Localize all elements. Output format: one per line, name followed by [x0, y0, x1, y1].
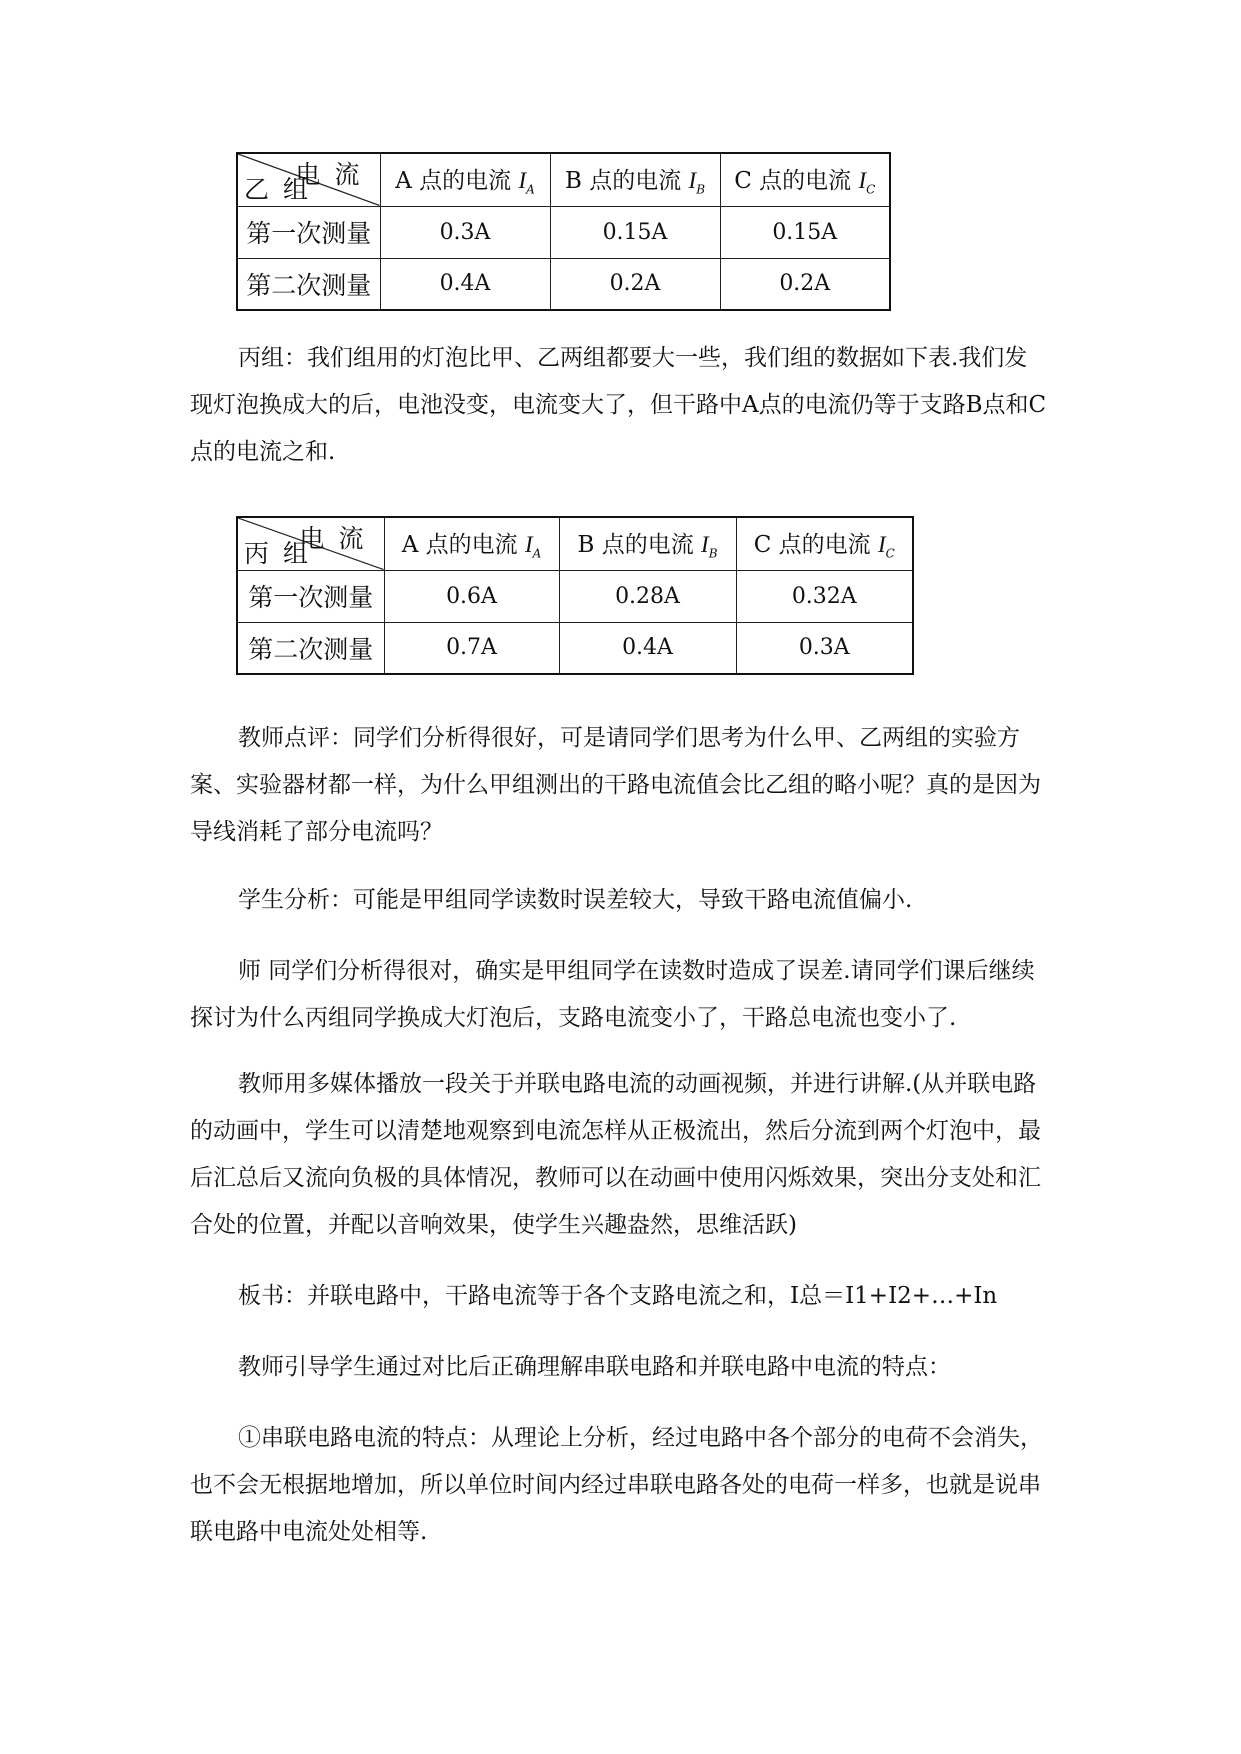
paragraph-guide: 教师引导学生通过对比后正确理解串联电路和并联电路中电流的特点： — [238, 1354, 951, 1380]
table-yi-group — [236, 152, 891, 311]
paragraph-teacher-comment: 教师点评：同学们分析得很好，可是请同学们思考为什么甲、乙两组的实验方案、实验器材都一样，为什么甲组测出的干路电流值会比乙组的略小呢？真的是因为导线消耗了部分电流吗？ — [190, 725, 1041, 845]
table-bing-group — [236, 516, 914, 675]
cell-value: 0.15A — [720, 206, 890, 258]
row-label: 第一次测量 — [237, 570, 384, 622]
table-corner-cell — [237, 153, 380, 206]
row-label: 第二次测量 — [237, 622, 384, 674]
table-row — [237, 258, 890, 310]
table-row — [237, 206, 890, 258]
cell-value: 0.3A — [380, 206, 550, 258]
corner-top-label: 电流 — [295, 160, 374, 189]
row-label: 第一次测量 — [237, 206, 380, 258]
cell-value: 0.2A — [550, 258, 720, 310]
cell-value: 0.28A — [559, 570, 736, 622]
cell-value: 0.32A — [736, 570, 913, 622]
table-header-row — [237, 517, 913, 570]
paragraph-multimedia: 教师用多媒体播放一段关于并联电路电流的动画视频，并进行讲解.(从并联电路的动画中，学生可以清楚地观察到电流怎样从正极流出，然后分流到两个灯泡中，最后汇总后又流向负极的具体情况，教师可以在动画中使用闪烁效果，突出分支处和汇合处的位置，并配以音响效果，使学生兴趣盎然，思维活跃) — [190, 1071, 1041, 1238]
table-header-row — [237, 153, 890, 206]
table-row — [237, 622, 913, 674]
corner-top-label: 电流 — [299, 524, 378, 553]
column-header-b: B 点的电流 $I_B$ — [550, 153, 720, 206]
cell-value: 0.4A — [559, 622, 736, 674]
paragraph-student-analysis: 学生分析：可能是甲组同学读数时误差较大，导致干路电流值偏小. — [238, 887, 913, 913]
table-corner-cell — [237, 517, 384, 570]
cell-value: 0.7A — [384, 622, 559, 674]
paragraph-series-feature: ①串联电路电流的特点：从理论上分析，经过电路中各个部分的电荷不会消失，也不会无根据地增加，所以单位时间内经过串联电路各处的电荷一样多，也就是说串联电路中电流处处相等. — [190, 1425, 1043, 1545]
cell-value: 0.6A — [384, 570, 559, 622]
column-header-b: B 点的电流 $I_B$ — [559, 517, 736, 570]
cell-value: 0.4A — [380, 258, 550, 310]
column-header-a: A 点的电流 $I_A$ — [380, 153, 550, 206]
column-header-a: A 点的电流 $I_A$ — [384, 517, 559, 570]
column-header-c: C 点的电流 $I_C$ — [720, 153, 890, 206]
cell-value: 0.15A — [550, 206, 720, 258]
table-row — [237, 570, 913, 622]
paragraph-blackboard: 板书：并联电路中，干路电流等于各个支路电流之和，I总＝I1+I2+…+In — [238, 1283, 998, 1309]
cell-value: 0.2A — [720, 258, 890, 310]
row-label: 第二次测量 — [237, 258, 380, 310]
corner-bottom-label: 乙组 — [244, 174, 323, 204]
column-header-c: C 点的电流 $I_C$ — [736, 517, 913, 570]
cell-value: 0.3A — [736, 622, 913, 674]
corner-bottom-label: 丙组 — [244, 538, 323, 568]
paragraph-bing-group: 丙组：我们组用的灯泡比甲、乙两组都要大一些，我们组的数据如下表.我们发现灯泡换成大的后，电池没变，电流变大了，但干路中A点的电流仍等于支路B点和C点的电流之和. — [190, 345, 1047, 465]
paragraph-teacher-reply: 师 同学们分析得很对，确实是甲组同学在读数时造成了误差.请同学们课后继续探讨为什么丙组同学换成大灯泡后，支路电流变小了，干路总电流也变小了. — [190, 958, 1035, 1031]
